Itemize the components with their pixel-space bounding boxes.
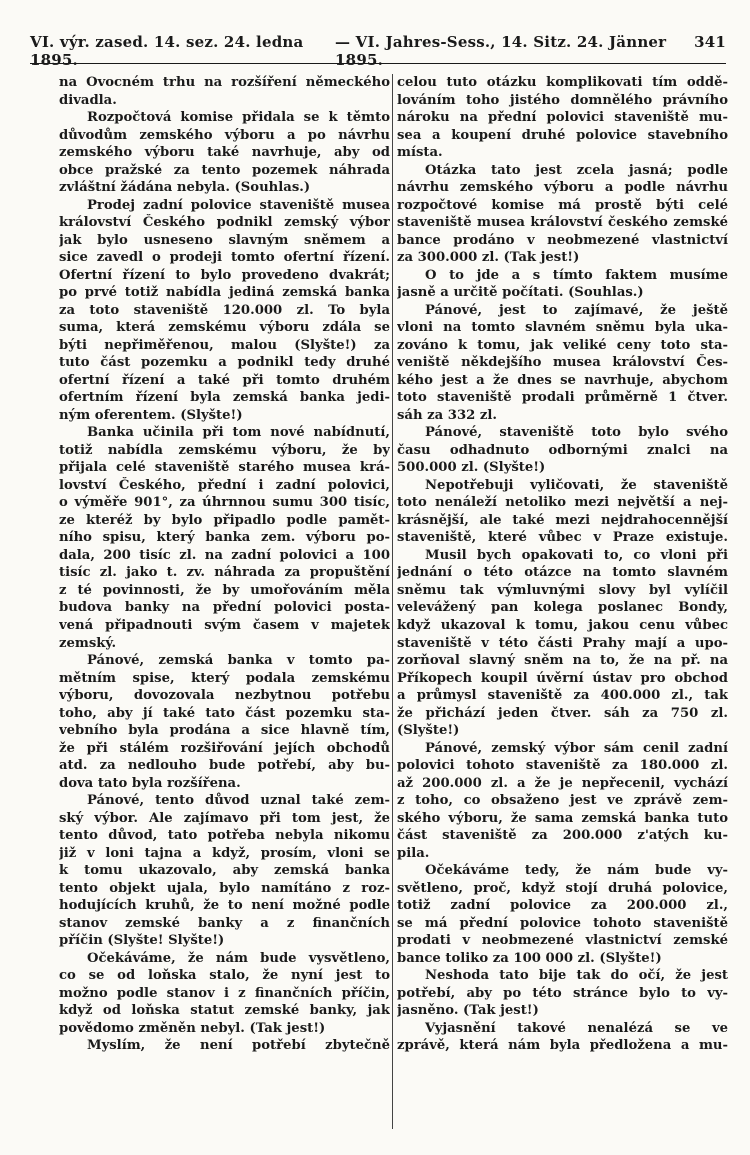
right-column	[397, 74, 728, 1055]
text-line: o výměře 901°, za úhrnnou sumu 300 tisíc,	[59, 495, 390, 511]
text-line: Pánové, zemská banka v tomto pa-	[87, 653, 390, 669]
left-column	[59, 74, 390, 1055]
text-line: Musil bych opakovati to, co vloni při	[425, 547, 728, 563]
text-line: ského výboru, že sama zemská banka tuto	[397, 810, 728, 826]
text-line: zorňoval slavný sněm na to, že na př. na	[397, 653, 728, 669]
text-line: Banka učinila při tom nové nabídnutí,	[87, 425, 390, 441]
text-line: pila.	[397, 845, 430, 861]
text-line: přijala celé staveniště starého musea krá-	[59, 460, 390, 476]
text-line: potřebí, aby po této stránce bylo to vy-	[397, 985, 728, 1001]
text-line: 500.000 zl. (Slyšte!)	[397, 460, 546, 476]
text-line: bance prodáno v neobmezené vlastnictví	[397, 232, 728, 248]
text-line: návrhu zemského výboru a podle návrhu	[397, 180, 728, 196]
text-line: jednání o této otázce na tomto slavném	[397, 565, 728, 581]
text-line: nároku na přední polovici staveniště mu-	[397, 110, 728, 126]
text-line: z toho, co obsaženo jest ve zprávě zem-	[397, 793, 728, 809]
text-line: obce pražské za tento pozemek náhrada	[59, 162, 390, 178]
text-line: Očekáváme, že nám bude vysvětleno,	[87, 950, 390, 966]
text-line: až 200.000 zl. a že je nepřecenil, vychází	[397, 775, 728, 791]
text-line: sněmu tak výmluvnými slovy byl vylíčil	[397, 582, 728, 598]
text-line: atd. za nedlouho bude potřebí, aby bu-	[59, 758, 390, 774]
text-line: Příkopech koupil úvěrní ústav pro obchod	[397, 670, 728, 686]
text-line: celou tuto otázku komplikovati tím oddě-	[397, 75, 728, 90]
text-line: zováno k tomu, jak veliké ceny toto sta-	[397, 337, 728, 353]
text-line: Očekáváme tedy, že nám bude vy-	[425, 863, 728, 879]
text-line: krásnější, ale také mezi nejdrahocennější	[397, 512, 728, 528]
text-line: zvláštní žádána nebyla. (Souhlas.)	[59, 180, 311, 196]
text-line: sice zavedl o prodeji tomto ofertní řízení.	[59, 250, 390, 266]
text-line: ního spisu, který banka zem. výboru po-	[59, 530, 390, 546]
text-line: ofertním řízení byla zemská banka jedi-	[59, 390, 390, 406]
text-line: tento důvod, tato potřeba nebyla nikomu	[59, 828, 390, 844]
text-line: staveniště, které vůbec v Praze existuje.	[397, 530, 728, 546]
page-number: 341	[694, 33, 726, 51]
text-line: sáh za 332 zl.	[397, 407, 497, 423]
text-line: budova banky na přední polovici posta-	[59, 600, 390, 616]
text-line: O to jde a s tímto faktem musíme	[425, 267, 728, 283]
text-line: kého jest a že dnes se navrhuje, abychom	[397, 372, 728, 388]
text-line: totiž zadní polovice za 200.000 zl.,	[397, 898, 728, 914]
text-line: za toto staveniště 120.000 zl. To byla	[59, 302, 390, 318]
text-line: možno podle stanov i z finančních příčin,	[59, 985, 390, 1001]
text-line: výboru, dovozovala nezbytnou potřebu	[59, 688, 390, 704]
text-line: býti nepřiměřenou, malou (Slyšte!) za	[59, 337, 390, 353]
text-line: Pánové, staveniště toto bylo svého	[425, 425, 728, 441]
text-line: když od loňska statut zemské banky, jak	[59, 1003, 390, 1019]
text-line: k tomu ukazovalo, aby zemská banka	[59, 863, 390, 879]
text-line: důvodům zemského výboru a po návrhu	[59, 127, 390, 143]
text-line: staveniště v této části Prahy mají a upo-	[397, 635, 728, 651]
text-line: ným oferentem. (Slyšte!)	[59, 407, 243, 423]
text-line: z té povinnosti, že by umořováním měla	[59, 582, 390, 598]
text-line: hodujících kruhů, že to není možné podle	[59, 898, 390, 914]
text-line: dova tato byla rozšířena.	[59, 775, 241, 791]
text-line: staveniště musea království českého zemské	[397, 215, 728, 231]
text-line: bance toliko za 100 000 zl. (Slyšte!)	[397, 950, 662, 966]
text-line: tuto část pozemku a podnikl tedy druhé	[59, 355, 390, 371]
text-line: času odhadnuto odbornými znalci na	[397, 442, 728, 458]
text-line: ský výbor. Ale zajímavo při tom jest, že	[59, 810, 390, 826]
text-line: toto nenáleží netoliko mezi největší a nej-	[397, 495, 728, 511]
text-line: po prvé totiž nabídla jediná zemská banka	[59, 285, 390, 301]
text-line: světleno, proč, když stojí druhá polovice,	[397, 880, 728, 896]
text-line: polovici tohoto staveniště za 180.000 zl.	[397, 758, 728, 774]
text-line: vloni na tomto slavném sněmu byla uka-	[397, 320, 728, 336]
text-line: Ofertní řízení to bylo provedeno dvakrát;	[59, 267, 390, 283]
column-divider	[392, 74, 393, 1129]
text-line: prodati v neobmezené vlastnictví zemské	[397, 933, 728, 949]
text-line: toho, aby jí také tato část pozemku sta-	[59, 705, 390, 721]
text-line: tisíc zl. jako t. zv. náhrada za propuštění	[59, 565, 390, 581]
text-line: místa.	[397, 145, 443, 161]
text-line: veniště někdejšího musea království Čes-	[397, 355, 728, 371]
text-line: Myslím, že není potřebí zbytečně	[87, 1038, 390, 1054]
text-line: když ukazoval k tomu, jakou cenu vůbec	[397, 617, 728, 633]
text-line: Otázka tato jest zcela jasná; podle	[425, 162, 728, 178]
text-line: ze kteréž by bylo připadlo podle pamět-	[59, 512, 390, 528]
text-line: mětním spise, který podala zemskému	[59, 670, 390, 686]
text-line: a průmysl staveniště za 400.000 zl., tak	[397, 688, 728, 704]
text-line: totiž nabídla zemskému výboru, že by	[59, 442, 390, 458]
header-left: VI. výr. zased. 14. sez. 24. ledna 1895.	[30, 33, 304, 69]
text-line: rozpočtové komise má prostě býti celé	[397, 197, 728, 213]
header-center: — VI. Jahres-Sess., 14. Sitz. 24. Jänner 1895.	[335, 33, 667, 69]
text-line: že přichází jeden čtver. sáh za 750 zl.	[397, 705, 728, 721]
text-line: že při stálém rozšiřování jejích obchodů	[59, 740, 390, 756]
text-line: divadla.	[59, 92, 117, 108]
text-line: zemského výboru také navrhuje, aby od	[59, 145, 390, 161]
text-line: lovství Českého, přední i zadní polovici,	[59, 477, 390, 493]
text-line: stanov zemské banky a z finančních	[59, 915, 390, 931]
text-line: Prodej zadní polovice staveniště musea	[87, 197, 390, 213]
text-line: příčin (Slyšte! Slyšte!)	[59, 933, 225, 949]
text-line: vená připadnouti svým časem v majetek	[59, 617, 390, 633]
text-line: jasně a určitě počítati. (Souhlas.)	[397, 285, 644, 301]
text-line: na Ovocném trhu na rozšíření německého	[59, 75, 390, 90]
text-line: Pánové, tento důvod uznal také zem-	[87, 793, 390, 809]
text-line: zemský.	[59, 635, 117, 651]
text-line: Nepotřebuji vyličovati, že staveniště	[425, 477, 728, 493]
text-line: velevážený pan kolega poslanec Bondy,	[397, 600, 728, 616]
header-rule	[30, 63, 726, 64]
text-line: ofertní řízení a také při tomto druhém	[59, 372, 390, 388]
text-line: Pánové, jest to zajímavé, že ještě	[425, 302, 728, 318]
text-line: království Českého podnikl zemský výbor	[59, 215, 390, 231]
text-line: již v loni tajna a když, prosím, vloni se	[59, 845, 390, 861]
text-line: zprávě, která nám byla předložena a mu-	[397, 1038, 728, 1054]
text-line: část staveniště za 200.000 z'atých ku-	[397, 828, 728, 844]
text-line: dala, 200 tisíc zl. na zadní polovici a 100	[59, 547, 390, 563]
text-line: suma, která zemskému výboru zdála se	[59, 320, 390, 336]
text-line: Pánové, zemský výbor sám cenil zadní	[425, 740, 728, 756]
text-line: se má přední polovice tohoto staveniště	[397, 915, 728, 931]
text-line: jasněno. (Tak jest!)	[397, 1003, 539, 1019]
text-line: Rozpočtová komise přidala se k těmto	[87, 110, 390, 126]
text-line: vebního byla prodána a sice hlavně tím,	[59, 723, 390, 739]
text-line: co se od loňska stalo, že nyní jest to	[59, 968, 390, 984]
text-line: toto staveniště prodali průměrně 1 čtver.	[397, 390, 728, 406]
text-line: povědomo změněn nebyl. (Tak jest!)	[59, 1020, 326, 1036]
text-line: za 300.000 zl. (Tak jest!)	[397, 250, 580, 266]
text-line: jak bylo usneseno slavným sněmem a	[59, 232, 390, 248]
text-line: tento objekt ujala, bylo namítáno z roz-	[59, 880, 390, 896]
text-line: sea a koupení druhé polovice stavebního	[397, 127, 728, 143]
text-line: Vyjasnění takové nenalézá se ve	[425, 1020, 728, 1036]
text-line: Neshoda tato bije tak do očí, že jest	[425, 968, 728, 984]
text-line: lováním toho jistého domnělého právního	[397, 92, 728, 108]
text-line: (Slyšte!)	[397, 723, 460, 739]
